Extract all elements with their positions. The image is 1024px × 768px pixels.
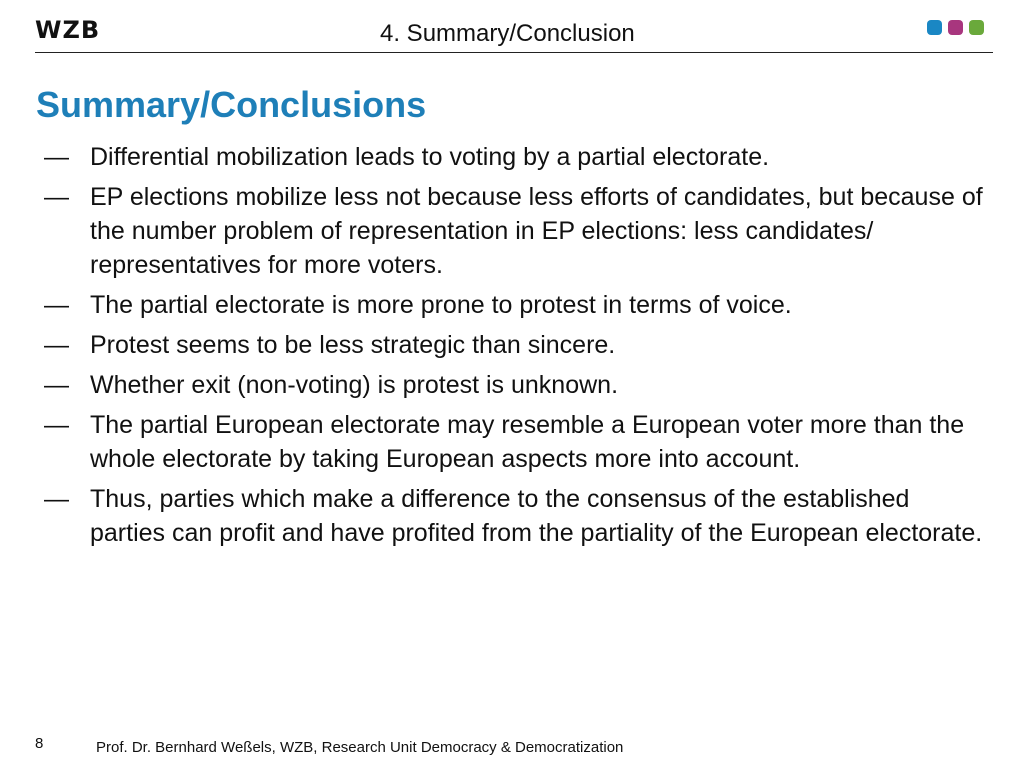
bullet-dash: — <box>44 143 69 171</box>
bullet-text: EP elections mobilize less not because less efforts of candidates, but because of the number problem of representation in EP elections: less candidates/ representatives for more voters. <box>90 183 983 279</box>
list-item <box>44 328 989 362</box>
header-divider <box>35 52 993 53</box>
bullet-text: Protest seems to be less strategic than sincere. <box>90 331 616 359</box>
bullet-dash: — <box>44 291 69 319</box>
footer-credit: Prof. Dr. Bernhard Weßels, WZB, Research Unit Democracy & Democratization <box>96 739 624 756</box>
list-item <box>44 288 989 322</box>
list-item <box>44 368 989 402</box>
list-item <box>44 180 989 282</box>
green-dot-icon <box>969 20 984 35</box>
bullet-dash: — <box>44 331 69 359</box>
bullet-dash: — <box>44 411 69 439</box>
page-number: 8 <box>35 735 44 752</box>
page-title: Summary/Conclusions <box>36 84 427 125</box>
list-item <box>44 140 989 174</box>
section-title: 4. Summary/Conclusion <box>380 20 635 47</box>
list-item <box>44 408 989 476</box>
bullet-list <box>44 140 989 556</box>
bullet-text: Thus, parties which make a difference to the consensus of the established parties can profit and have profited from the partiality of the European electorate. <box>90 485 983 547</box>
bullet-text: Whether exit (non-voting) is protest is unknown. <box>90 371 619 399</box>
bullet-text: Differential mobilization leads to voting by a partial electorate. <box>90 143 770 171</box>
blue-dot-icon <box>927 20 942 35</box>
list-item <box>44 482 989 550</box>
bullet-text: The partial European electorate may resemble a European voter more than the whole electorate by taking European aspects more into account. <box>90 411 965 473</box>
brand-dots <box>927 20 984 35</box>
purple-dot-icon <box>948 20 963 35</box>
bullet-text: The partial electorate is more prone to protest in terms of voice. <box>90 291 792 319</box>
bullet-dash: — <box>44 371 69 399</box>
bullet-dash: — <box>44 485 69 513</box>
wzb-logo: WZB <box>35 16 101 44</box>
bullet-dash: — <box>44 183 69 211</box>
